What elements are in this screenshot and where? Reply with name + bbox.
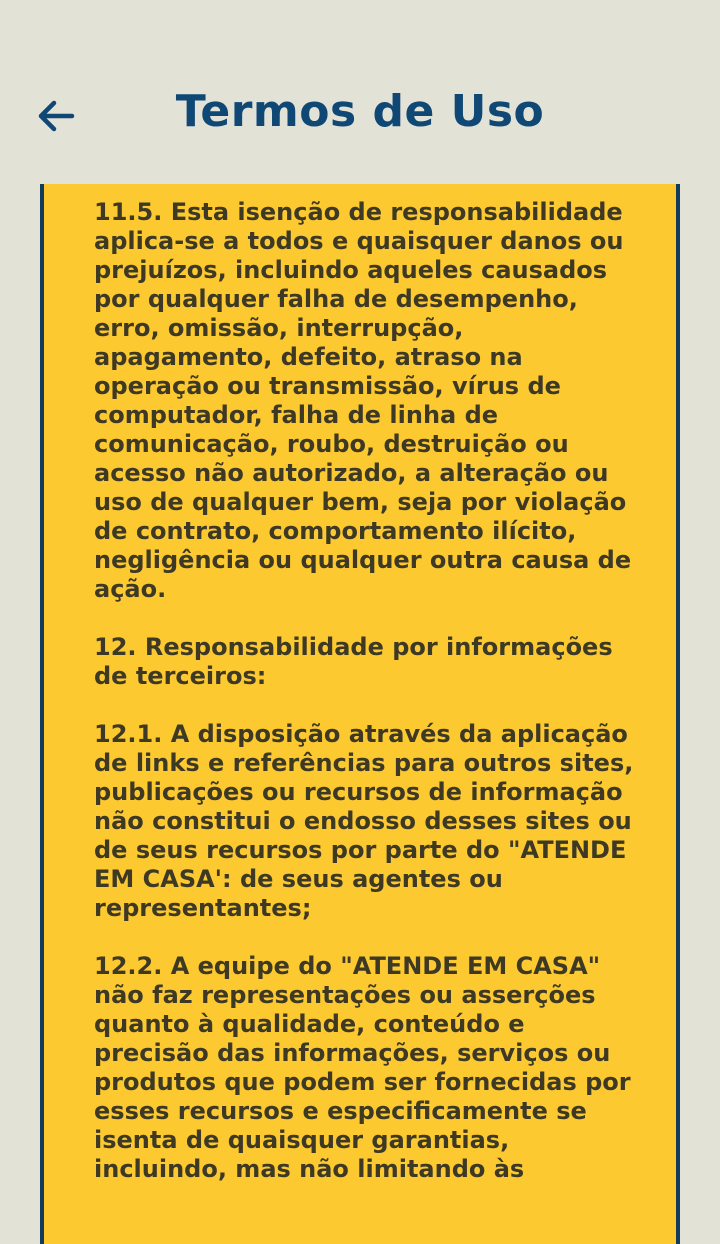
terms-paragraph-11-5: 11.5. Esta isenção de responsabilidade aplica-se a todos e quaisquer danos ou prejuízos, incluindo aqueles causados por qualquer falha de desempenho, erro, omissão, interrupção, apagamento, defeito, atraso na operação ou transmissão, vírus de computador, falha de linha de comunicação, roubo, destruição ou acesso não autorizado, a alteração ou uso de qualquer bem, seja por violação de contrato, comportamento ilícito, negligência ou qualquer outra causa de ação. <box>94 198 632 603</box>
terms-content-panel[interactable] <box>40 184 680 1244</box>
page-title: Termos de Uso <box>175 86 545 137</box>
terms-heading-12: 12. Responsabilidade por informações de terceiros: <box>94 633 613 690</box>
terms-paragraph-12-1: 12.1. A disposição através da aplicação de links e referências para outros sites, publicações ou recursos de informação não constitui o endosso desses sites ou de seus recursos por parte do "ATENDE EM CASA': de seus agentes ou representantes; <box>94 720 634 922</box>
app-header <box>0 0 720 184</box>
terms-text <box>94 198 634 1213</box>
terms-paragraph-12-2: 12.2. A equipe do "ATENDE EM CASA" não faz representações ou asserções quanto à qualidade, conteúdo e precisão das informações, serviços ou produtos que podem ser fornecidas por esses recursos e especificamente se isenta de quaisquer garantias, incluindo, mas não limitando às <box>94 952 631 1183</box>
